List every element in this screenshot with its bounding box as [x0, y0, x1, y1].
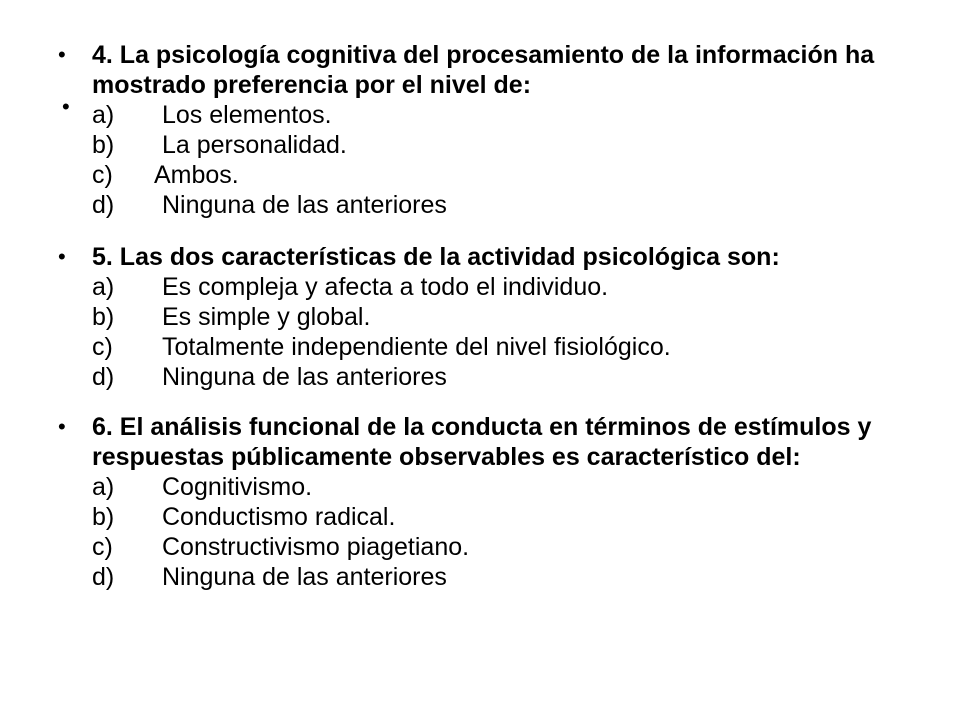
- option-text: Conductismo radical.: [162, 503, 396, 531]
- option-letter: b): [92, 503, 115, 531]
- question-5-option-c: [92, 332, 932, 362]
- question-5-text: 5. Las dos características de la actividad psicológica son:: [92, 243, 780, 271]
- question-6-option-c: [92, 532, 932, 562]
- option-letter: c): [92, 161, 113, 189]
- option-letter: b): [92, 131, 115, 159]
- question-6-text: 6. El análisis funcional de la conducta en términos de estímulos y respuestas públicamente observables es característico del:: [92, 413, 872, 471]
- option-letter: a): [92, 473, 115, 501]
- option-text: Ninguna de las anteriores: [162, 563, 447, 591]
- question-4: [92, 40, 932, 220]
- question-4-option-a: [92, 100, 932, 130]
- option-letter: b): [92, 303, 115, 331]
- option-text: Es simple y global.: [162, 303, 371, 331]
- question-6-option-b: [92, 502, 932, 532]
- option-letter: c): [92, 533, 113, 561]
- question-6-option-d: [92, 562, 932, 592]
- question-6-option-a: [92, 472, 932, 502]
- option-text: Ambos.: [154, 161, 239, 189]
- question-5-option-d: [92, 362, 932, 392]
- option-text: Totalmente independiente del nivel fisiológico.: [162, 333, 671, 361]
- option-letter: d): [92, 363, 115, 391]
- bullet-q4: •: [58, 42, 66, 67]
- option-text: Es compleja y afecta a todo el individuo.: [162, 273, 609, 301]
- option-letter: a): [92, 273, 115, 301]
- question-5-option-b: [92, 302, 932, 332]
- question-5: [92, 242, 932, 392]
- question-4-option-b: [92, 130, 932, 160]
- question-5-option-a: [92, 272, 932, 302]
- option-text: La personalidad.: [162, 131, 347, 159]
- question-4-text: 4. La psicología cognitiva del procesamiento de la información ha mostrado preferencia por el nivel de:: [92, 41, 875, 99]
- option-text: Ninguna de las anteriores: [162, 191, 447, 219]
- bullet-stray: •: [62, 94, 70, 119]
- bullet-q5: •: [58, 244, 66, 269]
- option-text: Cognitivismo.: [162, 473, 313, 501]
- option-letter: d): [92, 191, 115, 219]
- option-text: Los elementos.: [162, 101, 332, 129]
- question-6: [92, 412, 932, 592]
- option-text: Ninguna de las anteriores: [162, 363, 447, 391]
- question-4-option-c: [92, 160, 932, 190]
- bullet-q6: •: [58, 414, 66, 439]
- option-letter: c): [92, 333, 113, 361]
- option-letter: d): [92, 563, 115, 591]
- question-4-option-d: [92, 190, 932, 220]
- option-letter: a): [92, 101, 115, 129]
- option-text: Constructivismo piagetiano.: [162, 533, 470, 561]
